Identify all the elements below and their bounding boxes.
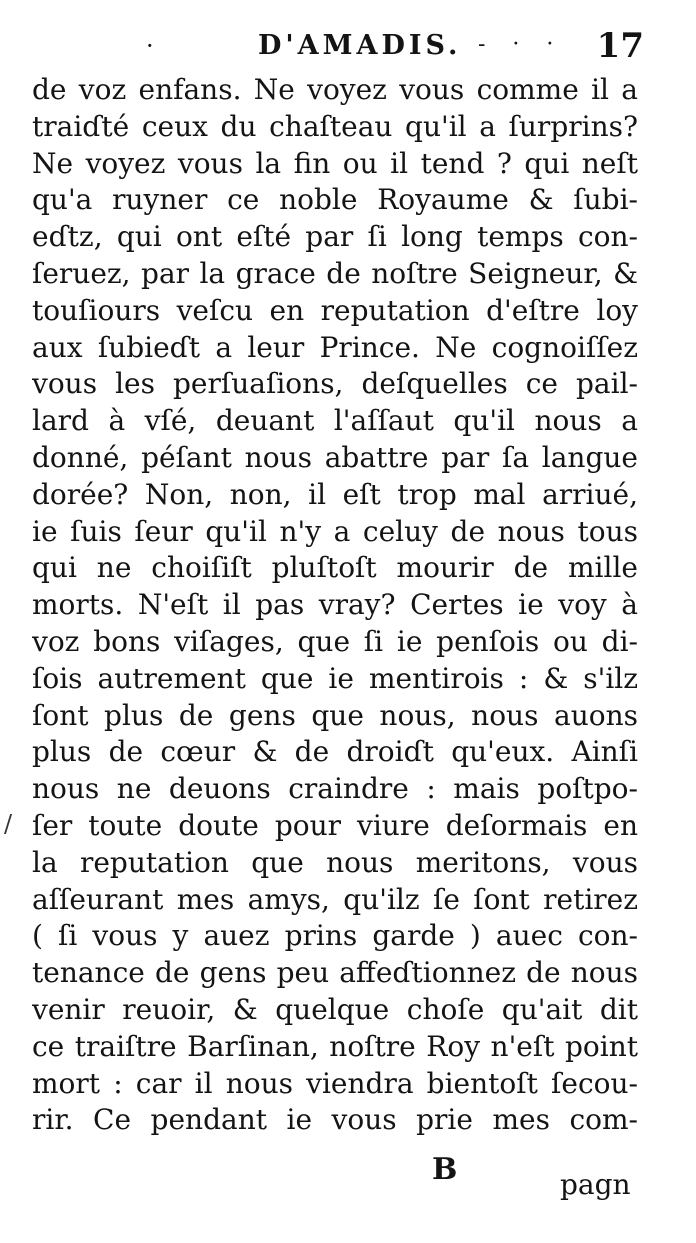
text-line: plus de cœur & de droiɗt qu'eux. Ainſi bbox=[32, 735, 638, 769]
text-line: ſont plus de gens que nous, nous auons bbox=[32, 698, 638, 732]
text-line: aſſeurant mes amys, qu'ilz ſe ſont retirez bbox=[32, 882, 638, 916]
head-ornament-right: - · · bbox=[478, 32, 564, 57]
text-line: tenance de gens peu affeɗtionnez de nous bbox=[32, 956, 638, 990]
text-line: de voz enfans. Ne voyez vous comme il a bbox=[32, 73, 638, 106]
text-line: eɗtz, qui ont eſté par ſi long temps con- bbox=[32, 220, 638, 254]
text-line: ( ſi vous y auez prins garde ) auec con- bbox=[32, 919, 638, 953]
page-footer bbox=[0, 1150, 696, 1210]
margin-mark: / bbox=[4, 810, 13, 838]
text-line: qu'a ruyner ce noble Royaume & ſubi- bbox=[32, 183, 638, 217]
text-line: ſer toute doute pour viure deſormais en bbox=[32, 808, 638, 842]
text-line: ſeruez, par la grace de noſtre Seigneur, & bbox=[32, 256, 638, 290]
catchword: pagn bbox=[560, 1168, 631, 1201]
text-line: touſiours veſcu en reputation d'eſtre loy bbox=[32, 293, 638, 327]
text-line: Ne voyez vous la fin ou il tend ? qui neſt bbox=[32, 146, 638, 180]
text-line: venir reuoir, & quelque choſe qu'ait dit bbox=[32, 992, 638, 1026]
text-line: lard à vſé, deuant l'aſſaut qu'il nous a bbox=[32, 404, 638, 438]
text-line: ſois autrement que ie mentirois : & s'ilz bbox=[32, 661, 638, 695]
text-line: ce traiſtre Barſinan, noſtre Roy n'eſt point bbox=[32, 1029, 638, 1063]
text-line: nous ne deuons craindre : mais poſtpo- bbox=[32, 772, 638, 806]
running-head bbox=[0, 26, 696, 66]
text-line: dorée? Non, non, il eſt trop mal arriué, bbox=[32, 477, 638, 511]
text-line: la reputation que nous meritons, vous bbox=[32, 845, 638, 879]
text-line: qui ne choiſiſt pluſtoſt mourir de mille bbox=[32, 551, 638, 585]
text-line: traiɗté ceux du chaſteau qu'il a ſurprins? bbox=[32, 109, 638, 143]
text-line: donné, péſant nous abattre par ſa langue bbox=[32, 440, 638, 474]
head-ornament-left: · bbox=[146, 32, 154, 60]
text-line: voz bons viſages, que ſi ie penſois ou di- bbox=[32, 624, 638, 658]
text-line: mort : car il nous viendra bientoſt ſecou- bbox=[32, 1066, 638, 1100]
signature-mark: B bbox=[432, 1152, 458, 1187]
text-line: ie ſuis ſeur qu'il n'y a celuy de nous tous bbox=[32, 514, 638, 548]
text-line: aux ſubieɗt a leur Prince. Ne cognoiſſez bbox=[32, 330, 638, 364]
page-number: 17 bbox=[596, 26, 644, 66]
body-text bbox=[32, 72, 638, 1139]
text-line: morts. N'eſt il pas vray? Certes ie voy à bbox=[32, 588, 638, 622]
running-title: D'AMADIS. bbox=[258, 30, 462, 61]
text-line: rir. Ce pendant ie vous prie mes com- bbox=[32, 1103, 638, 1137]
text-line: vous les perſuaſions, deſquelles ce pail- bbox=[32, 367, 638, 401]
